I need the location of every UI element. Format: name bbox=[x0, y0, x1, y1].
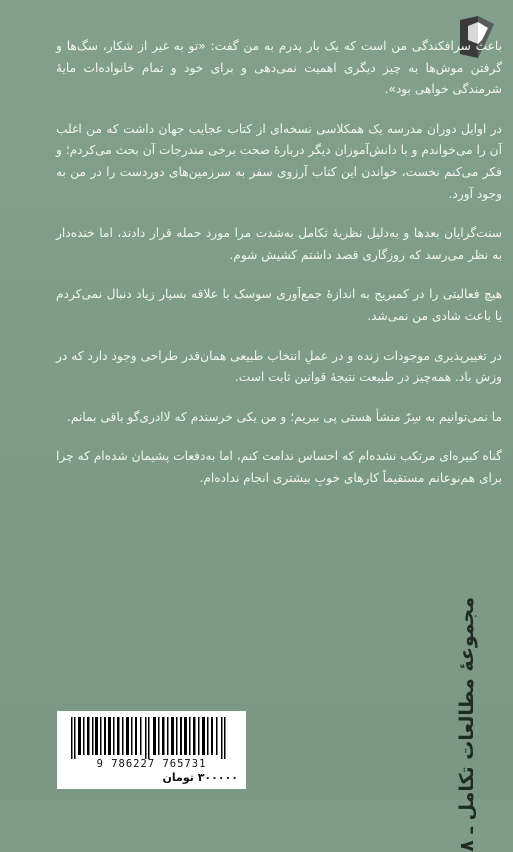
quote-paragraph-4: هیچ فعالیتی را در کمبریج به اندازهٔ جمع‌آوری سوسک با علاقه بسیار زیاد دنبال نمی‌کردم یا باعث شادی من نمی‌شد. bbox=[56, 287, 502, 323]
quote-paragraph-1: باعث سرافکندگی من است که یک بار پدرم به من گفت: «تو به غیر از شکار، سگ‌ها و گرفتن موش‌ها به چیز دیگری اهمیت نمی‌دهی و برای خود و تمام خانواده‌ات مایهٔ شرمندگی خواهی بود». bbox=[56, 39, 502, 97]
barcode-icon bbox=[65, 717, 238, 759]
quote-paragraph-2: در اوایل دوران مدرسه یک همکلاسی نسخه‌ای از کتاب عجایب جهان داشت که من اغلب آن را می‌خواندم و با دانش‌آموزان دیگر دربارهٔ صحت برخی مندرجات آن بحث می‌کردم؛ و فکر می‌کنم نخست، خواندن این کتاب آرزوی سفر به سرزمین‌های دوردست را در من به وجود آورد. bbox=[56, 121, 502, 201]
quote-paragraph-7: گناه کبیره‌ای مرتکب نشده‌ام که احساس ندامت کنم، اما به‌دفعات پشیمان شده‌ام که چرا برای هم‌نوعانم مستقیماً کارهای خوبِ بیشتری انجام نداده‌ام. bbox=[56, 449, 502, 485]
quote-paragraph-3: سنت‌گرایان بعدها و به‌دلیل نظریهٔ تکامل به‌شدت مرا مورد حمله قرار دادند، اما خنده‌دار به نظر می‌رسد که روزگاری قصد داشتم کشیش شوم. bbox=[56, 226, 502, 262]
quote-paragraph-5: در تغییرپذیری موجودات زنده و در عملِ انتخاب طبیعی همان‌قدر طراحی وجود دارد که در وزش باد. همه‌چیز در طبیعت نتیجهٔ قوانین ثابت است. bbox=[56, 348, 502, 385]
barcode-number: 9 786227 765731 bbox=[96, 758, 207, 770]
quote-paragraph-6: ما نمی‌توانیم به سِرّ منشأ هستی پی ببریم؛ و من یکی خرسندم که لاادری‌گو باقی بمانم. bbox=[66, 409, 502, 424]
series-title: مجموعهٔ مطالعات تکامل ـ ۸ bbox=[456, 597, 478, 852]
barcode-panel bbox=[57, 711, 246, 789]
price-label: ۳۰۰۰۰۰ تومان bbox=[162, 771, 238, 784]
blurb-text bbox=[56, 36, 502, 490]
